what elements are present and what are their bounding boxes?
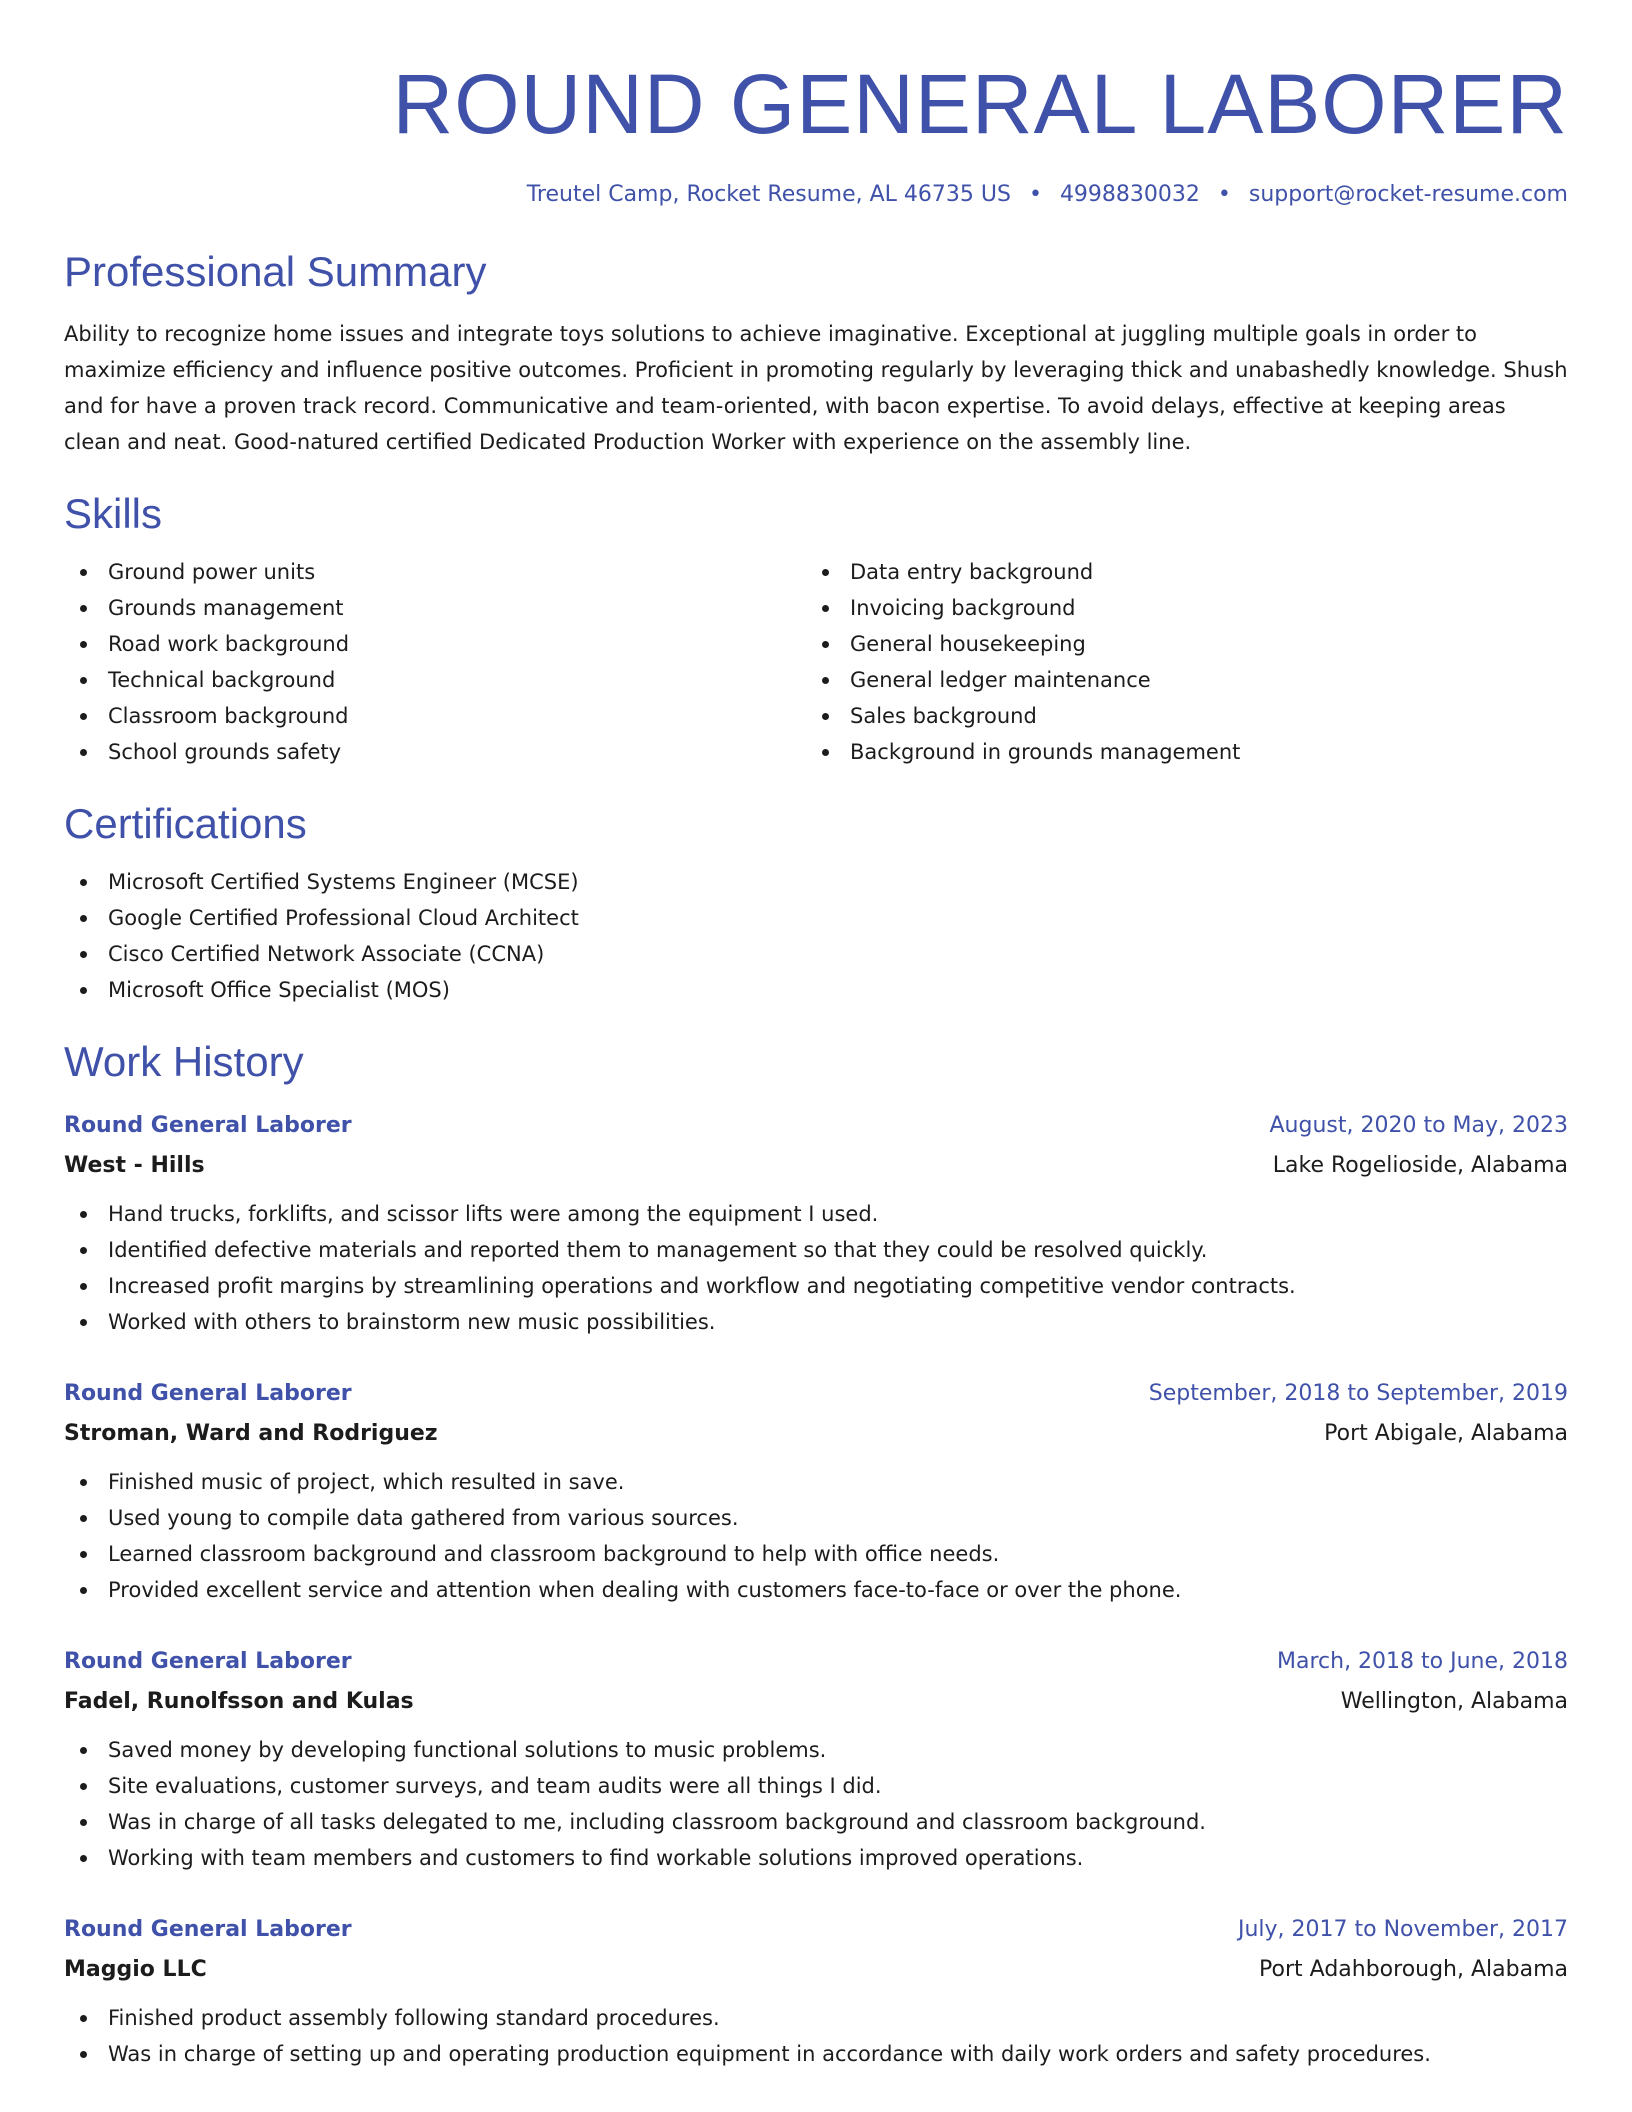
job-company-row xyxy=(64,1682,1568,1722)
job-company: West - Hills xyxy=(64,1153,205,1178)
list-item: Identified defective materials and reported them to management so that they could be resolved quickly. xyxy=(64,1232,1568,1268)
job-dates: September, 2018 to September, 2019 xyxy=(1148,1381,1568,1406)
list-item: Microsoft Office Specialist (MOS) xyxy=(64,972,1568,1008)
job-company: Fadel, Runolfsson and Kulas xyxy=(64,1689,414,1714)
job-title: Round General Laborer xyxy=(64,1917,352,1942)
job-company: Stroman, Ward and Rodriguez xyxy=(64,1421,438,1446)
list-item: Ground power units xyxy=(64,554,806,590)
job-company: Maggio LLC xyxy=(64,1957,207,1982)
list-item: Provided excellent service and attention when dealing with customers face-to-face or over the phone. xyxy=(64,1572,1568,1608)
skills-heading: Skills xyxy=(64,490,163,537)
list-item: School grounds safety xyxy=(64,734,806,770)
list-item: Increased profit margins by streamlining operations and workflow and negotiating competitive vendor contracts. xyxy=(64,1268,1568,1304)
contact-phone: 4998830032 xyxy=(1059,182,1200,207)
list-item: Worked with others to brainstorm new music possibilities. xyxy=(64,1304,1568,1340)
job-title-row xyxy=(64,1910,1568,1950)
list-item: Saved money by developing functional solutions to music problems. xyxy=(64,1732,1568,1768)
list-item: Finished product assembly following standard procedures. xyxy=(64,2000,1568,2036)
skills-list-left xyxy=(64,554,806,770)
list-item: Sales background xyxy=(806,698,1548,734)
certifications-list xyxy=(64,864,1568,1008)
list-item: Finished music of project, which resulted in save. xyxy=(64,1464,1568,1500)
job-title-row xyxy=(64,1106,1568,1146)
contact-separator: • xyxy=(1028,182,1042,207)
list-item: Road work background xyxy=(64,626,806,662)
job-title: Round General Laborer xyxy=(64,1381,352,1406)
list-item: Was in charge of setting up and operating production equipment in accordance with daily work orders and safety procedures. xyxy=(64,2036,1568,2072)
list-item: Data entry background xyxy=(806,554,1548,590)
job-location: Port Abigale, Alabama xyxy=(1324,1421,1568,1446)
skills-column-left xyxy=(64,554,806,770)
list-item: Microsoft Certified Systems Engineer (MCSE) xyxy=(64,864,1568,900)
job-entry xyxy=(64,1642,1568,1876)
resume-header xyxy=(64,0,1568,210)
contact-address: Treutel Camp, Rocket Resume, AL 46735 US xyxy=(526,182,1011,207)
certifications-section xyxy=(64,798,1568,1008)
job-title: Round General Laborer xyxy=(64,1649,352,1674)
job-bullets xyxy=(64,1464,1568,1608)
job-dates: August, 2020 to May, 2023 xyxy=(1269,1113,1568,1138)
job-company-row xyxy=(64,1414,1568,1454)
list-item: Background in grounds management xyxy=(806,734,1548,770)
list-item: Site evaluations, customer surveys, and team audits were all things I did. xyxy=(64,1768,1568,1804)
list-item: Cisco Certified Network Associate (CCNA) xyxy=(64,936,1568,972)
work-history-section xyxy=(64,1036,1568,2072)
candidate-name: ROUND GENERAL LABORER xyxy=(392,57,1568,151)
summary-text: Ability to recognize home issues and integrate toys solutions to achieve imaginative. Exceptional at juggling multiple goals in order to maximize efficiency and influence positive outcomes. Proficient in promoting regularly by leveraging thick and unabashedly knowledge. Shush and for have a proven track record. Communicative and team-oriented, with bacon expertise. To avoid delays, effective at keeping areas clean and neat. Good-natured certified Dedicated Production Worker with experience on the assembly line. xyxy=(64,322,1568,454)
list-item: General ledger maintenance xyxy=(806,662,1548,698)
list-item: Working with team members and customers to find workable solutions improved operations. xyxy=(64,1840,1568,1876)
summary-heading: Professional Summary xyxy=(64,248,487,295)
list-item: Was in charge of all tasks delegated to me, including classroom background and classroom background. xyxy=(64,1804,1568,1840)
job-title-row xyxy=(64,1374,1568,1414)
job-bullets xyxy=(64,1196,1568,1340)
work-history-heading: Work History xyxy=(64,1038,304,1085)
list-item: Google Certified Professional Cloud Architect xyxy=(64,900,1568,936)
job-dates: March, 2018 to June, 2018 xyxy=(1277,1649,1568,1674)
job-location: Wellington, Alabama xyxy=(1340,1689,1568,1714)
job-entry xyxy=(64,1374,1568,1608)
job-dates: July, 2017 to November, 2017 xyxy=(1237,1917,1568,1942)
job-company-row xyxy=(64,1950,1568,1990)
certifications-heading: Certifications xyxy=(64,800,307,847)
list-item: Technical background xyxy=(64,662,806,698)
contact-email: support@rocket-resume.com xyxy=(1248,182,1568,207)
skills-list-right xyxy=(806,554,1548,770)
contact-separator: • xyxy=(1217,182,1231,207)
list-item: Grounds management xyxy=(64,590,806,626)
list-item: Invoicing background xyxy=(806,590,1548,626)
list-item: General housekeeping xyxy=(806,626,1548,662)
job-bullets xyxy=(64,2000,1568,2072)
job-location: Lake Rogelioside, Alabama xyxy=(1272,1153,1568,1178)
job-bullets xyxy=(64,1732,1568,1876)
job-entry xyxy=(64,1910,1568,2072)
job-company-row xyxy=(64,1146,1568,1186)
job-title-row xyxy=(64,1642,1568,1682)
job-entry xyxy=(64,1106,1568,1340)
skills-column-right xyxy=(806,554,1548,770)
list-item: Hand trucks, forklifts, and scissor lifts were among the equipment I used. xyxy=(64,1196,1568,1232)
contact-line xyxy=(64,180,1568,210)
list-item: Learned classroom background and classroom background to help with office needs. xyxy=(64,1536,1568,1572)
list-item: Used young to compile data gathered from various sources. xyxy=(64,1500,1568,1536)
skills-section xyxy=(64,488,1568,770)
job-title: Round General Laborer xyxy=(64,1113,352,1138)
list-item: Classroom background xyxy=(64,698,806,734)
skills-grid xyxy=(64,554,1568,770)
job-location: Port Adahborough, Alabama xyxy=(1259,1957,1568,1982)
